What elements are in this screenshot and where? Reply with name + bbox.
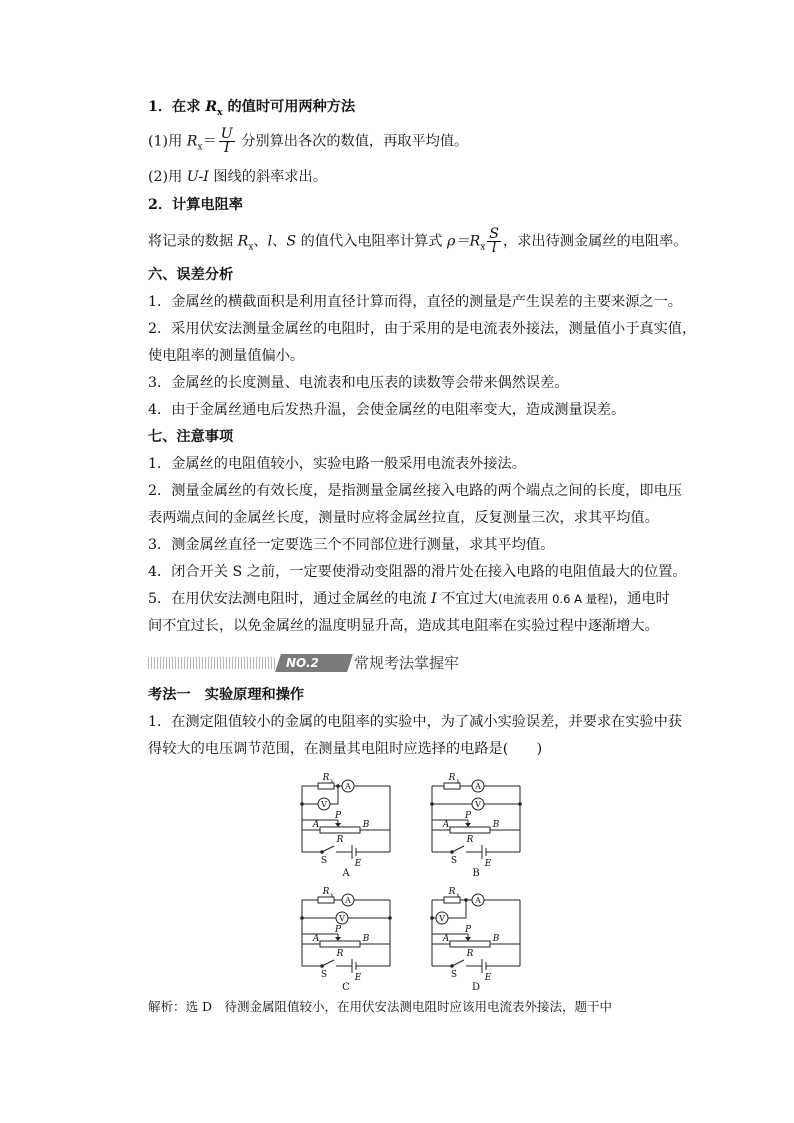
ammeter-label: A <box>345 782 351 791</box>
banner-hatch <box>148 657 276 669</box>
switch-label: S <box>320 970 328 980</box>
solution-text: 解析：选 D 待测金属阻值较小，在用伏安法测电阻时应该用电流表外接法，题干中 <box>148 999 612 1014</box>
method-1-text: (1)用 $R_x=$ $\frac{U}{I}$ 分别算出各次的数值，再取平均值。 <box>148 126 469 156</box>
circuit-caption: B <box>472 868 480 879</box>
question-1b: 得较大的电压调节范围，在测量其电阻时应选择的电路是( ) <box>148 741 543 757</box>
switch <box>452 960 464 966</box>
note-item-2b: 表两端点间的金属丝长度，测量时应将金属丝拉直，反复测量三次，求其平均值。 <box>148 510 659 526</box>
error-item-2a: 2．采用伏安法测量金属丝的电阻时，由于采用的是电流表外接法，测量值小于真实值， <box>148 321 697 337</box>
slider-arrow <box>335 937 341 941</box>
method-heading: 考法一 实验原理和操作 <box>148 687 305 703</box>
junction <box>336 784 340 788</box>
fraction-s-over-l: $\frac{S}{l}$ <box>489 226 500 256</box>
rx-sub: x <box>456 778 460 785</box>
rheostat-label: R <box>466 949 474 959</box>
switch-label: S <box>450 970 458 980</box>
voltmeter-label: V <box>321 800 327 809</box>
error-item-4: 4．由于金属丝通电后发热升温，会使金属丝的电阻率变大，造成测量误差。 <box>148 402 626 418</box>
ammeter-label: A <box>475 782 481 791</box>
end-b-label: B <box>362 934 370 944</box>
battery-label: E <box>484 973 492 983</box>
junction <box>320 850 324 854</box>
junction <box>450 850 454 854</box>
banner-title: 常规考法掌握牢 <box>354 654 460 672</box>
end-b-label: B <box>492 934 500 944</box>
rheostat-label: R <box>466 835 474 845</box>
error-item-1: 1．金属丝的横截面积是利用直径计算而得，直径的测量是产生误差的主要来源之一。 <box>148 294 682 310</box>
rheostat <box>450 827 490 833</box>
banner-tag: NO.2 <box>286 656 319 670</box>
circuit-caption: D <box>471 982 481 993</box>
rheostat <box>450 941 490 947</box>
slider-label: P <box>334 811 342 821</box>
switch-label: S <box>450 856 458 866</box>
rx-sub: x <box>330 778 334 785</box>
rheostat-label: R <box>336 835 344 845</box>
switch <box>322 960 334 966</box>
section-error-analysis: 六、误差分析 <box>148 267 234 283</box>
rheostat <box>320 941 360 947</box>
junction <box>464 898 468 902</box>
rheostat-label: R <box>336 949 344 959</box>
note-item-3: 3．测金属丝直径一定要选三个不同部位进行测量，求其平均值。 <box>148 537 555 553</box>
voltmeter-label: V <box>439 914 445 923</box>
question-1a: 1．在测定阻值较小的金属的电阻率的实验中，为了减小实验误差，并要求在实验中获 <box>148 714 682 730</box>
method-2-text: (2)用 U-I 图线的斜率求出。 <box>148 169 327 185</box>
rx-sub: x <box>330 892 334 899</box>
battery-label: E <box>354 859 362 869</box>
switch-label: S <box>320 856 328 866</box>
circuit-caption: A <box>342 868 350 879</box>
slider-arrow <box>335 823 341 827</box>
ammeter-label: A <box>345 896 351 905</box>
rx-label: R <box>322 773 330 783</box>
slider-label: P <box>334 925 342 935</box>
error-item-2b: 使电阻率的测量值偏小。 <box>148 348 305 364</box>
method-heading-1: 1．在求 $R_x$ 的值时可用两种方法 <box>148 99 356 118</box>
slider-arrow <box>465 937 471 941</box>
rx-label: R <box>448 773 456 783</box>
note-item-1: 1．金属丝的电阻值较小，实验电路一般采用电流表外接法。 <box>148 456 526 472</box>
resistivity-text: 将记录的数据 $R_x$、l、S 的值代入电阻率计算式 $\rho=R_x$ $\frac{S}{l}$ ，求出待测金属丝的电阻率。 <box>148 226 688 256</box>
junction <box>320 964 324 968</box>
circuit-caption: C <box>342 982 350 993</box>
slider-label: P <box>464 925 472 935</box>
voltmeter-label: V <box>475 800 481 809</box>
end-b-label: B <box>362 820 370 830</box>
battery-label: E <box>484 859 492 869</box>
switch <box>322 846 334 852</box>
slider-arrow <box>465 823 471 827</box>
resistivity-heading: 2．计算电阻率 <box>148 197 243 213</box>
voltmeter-label: V <box>339 914 345 923</box>
ammeter-label: A <box>475 896 481 905</box>
note-item-5b: 间不宜过长，以免金属丝的温度明显升高，造成其电阻率在实验过程中逐渐增大。 <box>148 618 659 634</box>
end-a-label: A <box>312 934 320 944</box>
end-a-label: A <box>442 934 450 944</box>
circuit-diagrams <box>0 764 794 1004</box>
note-item-2a: 2．测量金属丝的有效长度，是指测量金属丝接入电路的两个端点之间的长度，即电压 <box>148 483 682 499</box>
end-a-label: A <box>312 820 320 830</box>
switch <box>452 846 464 852</box>
junction <box>450 964 454 968</box>
fraction-u-over-i: $\frac{U}{I}$ <box>220 126 233 156</box>
section-notes: 七、注意事项 <box>148 429 234 445</box>
rheostat <box>320 827 360 833</box>
section-banner <box>148 651 648 675</box>
battery-label: E <box>354 973 362 983</box>
rx-label: R <box>448 887 456 897</box>
rx-sub: x <box>456 892 460 899</box>
error-item-3: 3．金属丝的长度测量、电流表和电压表的读数等会带来偶然误差。 <box>148 375 569 391</box>
rx-label: R <box>322 887 330 897</box>
end-a-label: A <box>442 820 450 830</box>
note-item-5a: 5．在用伏安法测电阻时，通过金属丝的电流 I 不宜过大(电流表用 0.6 A 量程)，通电时 <box>148 591 670 607</box>
slider-label: P <box>464 811 472 821</box>
note-item-4: 4．闭合开关 S 之前，一定要使滑动变阻器的滑片处在接入电路的电阻值最大的位置。 <box>148 564 687 580</box>
end-b-label: B <box>492 820 500 830</box>
